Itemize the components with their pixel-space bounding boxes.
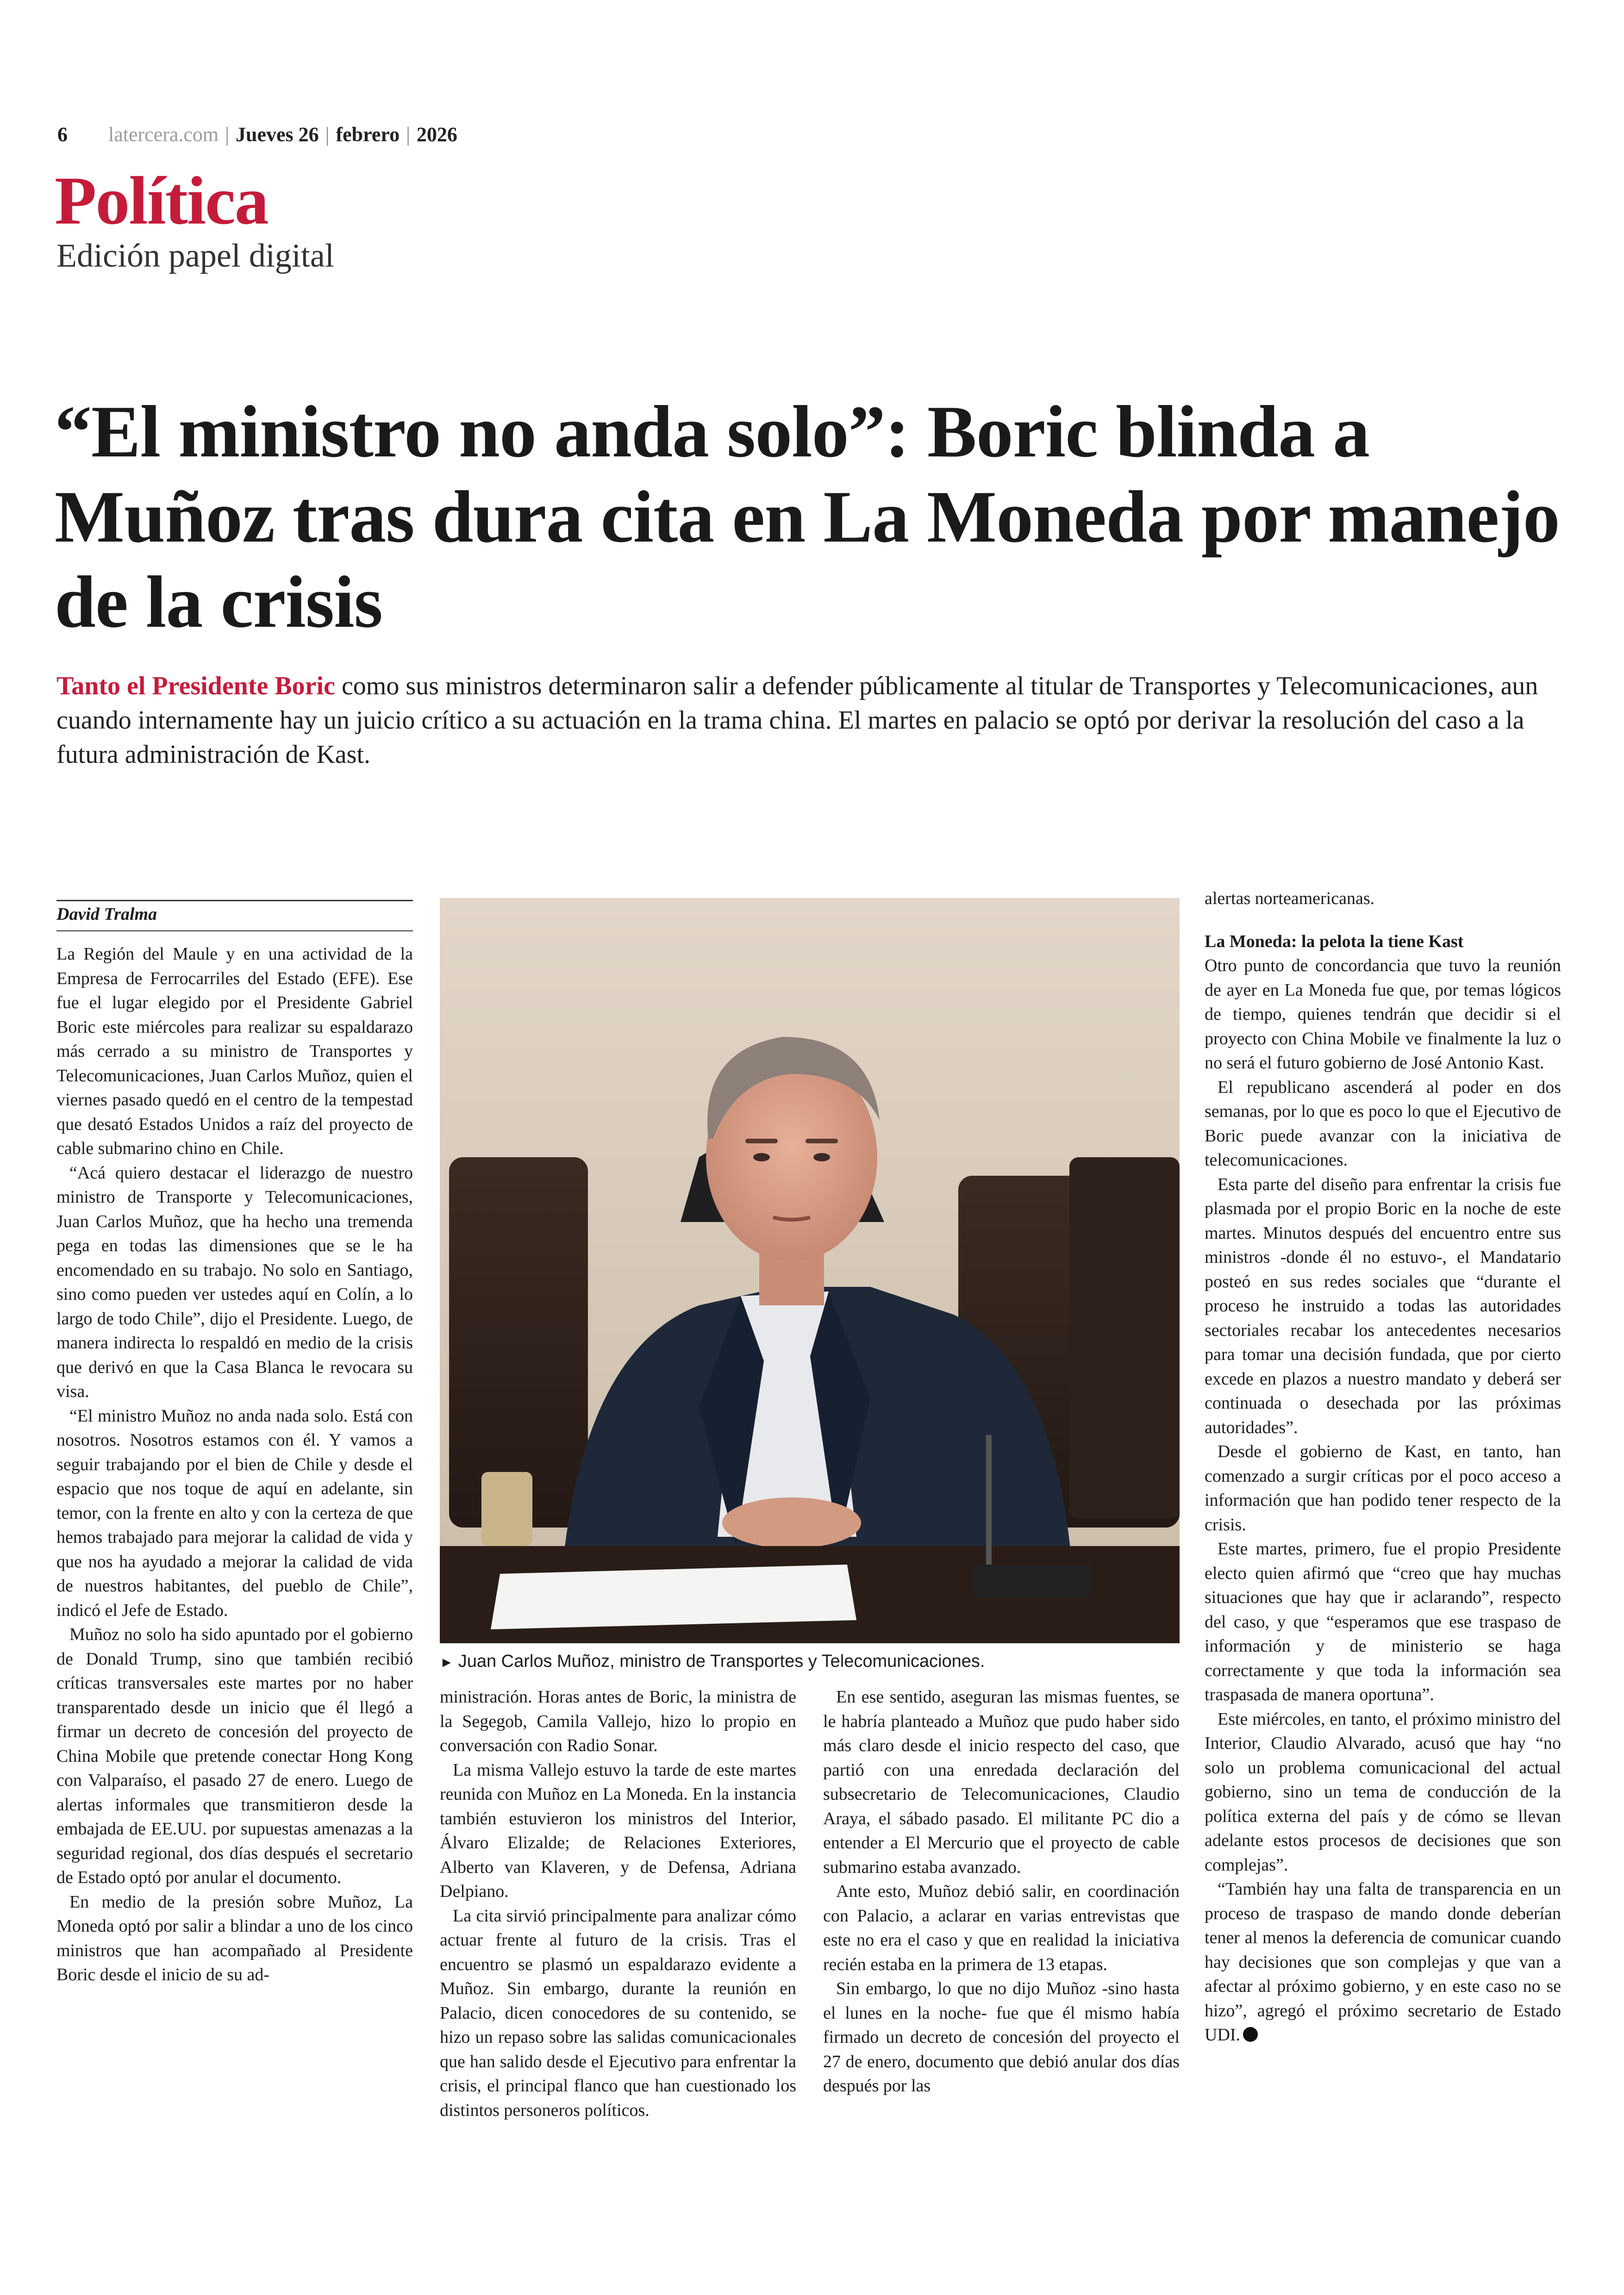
dek-text: como sus ministros determinaron salir a defender públicamente al titular de Transportes y Telecomunicaciones, aun cuando internamente hay un juicio crítico a su actuación en la trama china. El martes en palacio se optó por derivar la resolución del caso a la futura administración de Kast. xyxy=(56,672,1538,769)
article-column-4 xyxy=(1205,886,1561,2047)
paragraph: En medio de la presión sobre Muñoz, La Moneda optó por salir a blindar a uno de los cinco ministros que han acompañado al Presidente Boric desde el inicio de su ad- xyxy=(56,1892,413,1984)
paragraph: La misma Vallejo estuvo la tarde de este martes reunida con Muñoz en La Moneda. En la instancia también estuvieron los ministros del Interior, Álvaro Elizalde; de Relaciones Exteriores, Alberto van Klaveren, y de Defensa, Adriana Delpiano. xyxy=(440,1760,796,1901)
article-column-3 xyxy=(823,1685,1180,2098)
paragraph xyxy=(1205,1877,1561,2047)
paragraph: “Acá quiero destacar el liderazgo de nuestro ministro de Transporte y Telecomunicaciones, Juan Carlos Muñoz, que ha hecho una tremenda pega en todas las dimensiones que se le ha encomendado en su trabajo. No solo en Santiago, sino como pueden ver ustedes aquí en Colín, a lo largo de todo Chile”, dijo el Presidente. Luego, de manera indirecta lo respaldó en medio de la crisis que derivó en que la Casa Blanca le revocara su visa. xyxy=(56,1163,413,1401)
caption-text: Juan Carlos Muñoz, ministro de Transportes y Telecomunicaciones. xyxy=(458,1652,985,1671)
article-subhead: La Moneda: la pelota la tiene Kast xyxy=(1205,931,1464,951)
paragraph: Muñoz no solo ha sido apuntado por el gobierno de Donald Trump, sino que también recibió críticas transversales este martes por no haber transparentado desde un inicio que él llegó a firmar un decreto de concesión del proyecto de China Mobile que pretende conectar Hong Kong con Valparaíso, el pasado 27 de enero. Luego de alertas informales que transmitieron desde la embajada de EE.UU. por supuestas amenazas a la seguridad regional, dos días después el secretario de Estado optó por anular el documento. xyxy=(56,1625,413,1887)
header-day: Jueves 26 xyxy=(235,123,319,146)
photo-illustration xyxy=(440,898,1180,1643)
article-dek xyxy=(56,669,1561,772)
page-header xyxy=(108,123,457,146)
paragraph: Sin embargo, lo que no dijo Muñoz -sino hasta el lunes en la noche- fue que él mismo había firmado un decreto de concesión del proyecto el 27 de enero, documento que debió anular dos días después por las xyxy=(823,1979,1180,2095)
paragraph: Desde el gobierno de Kast, en tanto, han comenzado a surgir críticas por el poco acceso a información que han podido tener respecto de la crisis. xyxy=(1205,1442,1561,1534)
paragraph: La cita sirvió principalmente para analizar cómo actuar frente al futuro de la crisis. Tras el encuentro se plasmó un espaldarazo evidente a Muñoz. Sin embargo, durante la reunión en Palacio, dicen conocedores de su contenido, se hizo un repaso sobre las salidas comunicacionales que han salido desde el Ejecutivo para enfrentar la crisis, el principal flanco que han cuestionado los distintos personeros políticos. xyxy=(440,1906,796,2120)
end-mark-icon xyxy=(1243,2027,1258,2042)
header-separator: | xyxy=(406,123,410,146)
byline: David Tralma xyxy=(56,904,157,924)
site-name[interactable]: latercera.com xyxy=(108,123,219,146)
header-year: 2026 xyxy=(416,123,457,146)
header-month: febrero xyxy=(336,123,400,146)
article-headline: “El ministro no anda solo”: Boric blinda a Muñoz tras dura cita en La Moneda por manejo de la crisis xyxy=(55,390,1560,643)
byline-rule xyxy=(56,930,413,931)
section-title: Política xyxy=(55,163,268,239)
paragraph: El republicano ascenderá al poder en dos semanas, por lo que es poco lo que el Ejecutivo de Boric puede avanzar con la iniciativa de telecomunicaciones. xyxy=(1205,1077,1561,1170)
article-column-1 xyxy=(56,942,413,1987)
page-number: 6 xyxy=(57,123,68,146)
paragraph: Otro punto de concordancia que tuvo la reunión de ayer en La Moneda fue que, por temas lógicos de tiempo, quienes tendrán que decidir si el proyecto con China Mobile ve finalmente la luz o no será el futuro gobierno de José Antonio Kast. xyxy=(1205,956,1561,1073)
paragraph: “El ministro Muñoz no anda nada solo. Está con nosotros. Nosotros estamos con él. Y vamos a seguir trabajando por el bien de Chile y desde el espacio que nos toque de aquí en adelante, sin temor, con la frente en alto y con la certeza de que hemos trabajado para mejorar la calidad de vida y que nos ha ayudado a mejorar la calidad de vida de nuestros habitantes, del pueblo de Chile”, indicó el Jefe de Estado. xyxy=(56,1406,413,1620)
dek-lead: Tanto el Presidente Boric xyxy=(56,672,335,700)
photo-caption xyxy=(440,1652,1181,1671)
header-separator: | xyxy=(325,123,330,146)
header-separator: | xyxy=(225,123,229,146)
byline-rule xyxy=(56,900,413,901)
paragraph: Ante esto, Muñoz debió salir, en coordinación con Palacio, a aclarar en varias entrevistas que este no era el caso y que en realidad la iniciativa recién estaba en la primera de 13 etapas. xyxy=(823,1882,1180,1974)
paragraph: ministración. Horas antes de Boric, la ministra de la Segegob, Camila Vallejo, hizo lo propio en conversación con Radio Sonar. xyxy=(440,1687,796,1755)
paragraph: Este martes, primero, fue el propio Presidente electo quien afirmó que “creo que hay muchas situaciones que hay que ir aclarando”, respecto del caso, y que “esperamos que ese traspaso de información y de ministerio se haga correctamente y que toda la información sea traspasada de manera oportuna”. xyxy=(1205,1539,1561,1704)
article-column-2 xyxy=(440,1685,796,2122)
paragraph-text: “También hay una falta de transparencia en un proceso de traspaso de mando donde deberían tener al menos la deferencia de comunicar cuando hay decisiones que son complejas y que van a afectar al próximo gobierno, y en este caso no se hizo”, agregó el próximo secretario de Estado UDI. xyxy=(1205,1879,1561,2045)
paragraph: Este miércoles, en tanto, el próximo ministro del Interior, Claudio Alvarado, acusó que hay “no solo un problema comunicacional del actual gobierno, sino un tema de conducción de la política externa del país y de cómo se llevan adelante estos procesos de decisiones que son complejas”. xyxy=(1205,1709,1561,1875)
paragraph: Esta parte del diseño para enfrentar la crisis fue plasmada por el propio Boric en la noche de este martes. Minutos después del encuentro entre sus ministros -donde él no estuvo-, el Mandatario posteó en sus redes sociales que “durante el proceso he instruido a todas las autoridades sectoriales recabar los antecedentes necesarios para tomar una decisión fundada, que por cierto excede en plazos a nuestro mandato y deberá ser continuada o desechada por las próximas autoridades”. xyxy=(1205,1174,1561,1437)
paragraph: En ese sentido, aseguran las mismas fuentes, se le habría planteado a Muñoz que pudo haber sido más claro desde el inicio respecto del caso, que partió con una enredada declaración del subsecretario de Telecomunicaciones, Claudio Araya, el sábado pasado. El militante PC dio a entender a El Mercurio que el proyecto de cable submarino estaba avanzado. xyxy=(823,1687,1180,1877)
edition-label: Edición papel digital xyxy=(56,237,334,274)
article-photo xyxy=(440,898,1180,1643)
caption-arrow-icon: ► xyxy=(440,1655,454,1670)
paragraph: La Región del Maule y en una actividad de la Empresa de Ferrocarriles del Estado (EFE). Ese fue el lugar elegido por el Presidente Gabriel Boric este miércoles para realizar su espaldarazo más cerrado a su ministro de Transportes y Telecomunicaciones, Juan Carlos Muñoz, quien el viernes pasado quedó en el centro de la tempestad que desató Estados Unidos a raíz del proyecto de cable submarino chino en Chile. xyxy=(56,944,413,1158)
paragraph: alertas norteamericanas. xyxy=(1205,889,1375,908)
